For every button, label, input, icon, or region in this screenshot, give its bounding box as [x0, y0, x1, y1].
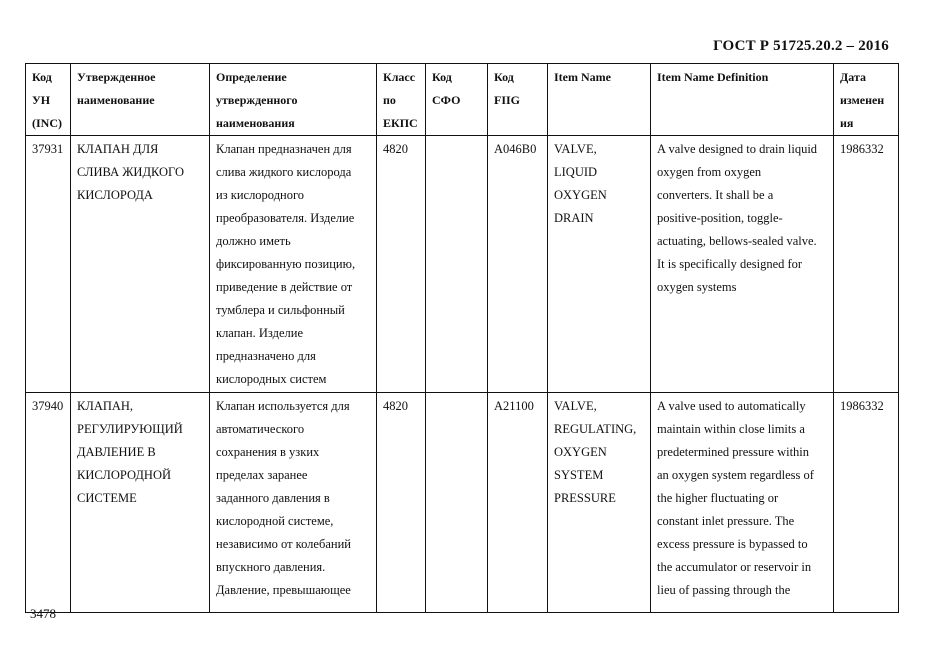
table-row [26, 136, 899, 393]
cell-line: REGULATING, [554, 422, 637, 436]
cell-line: the accumulator or reservoir in [657, 560, 812, 574]
cell-line: предназначено для [216, 349, 316, 363]
catalog-table [25, 63, 899, 613]
cell-line: кислородных систем [216, 372, 327, 386]
cell-line: должно иметь [216, 234, 291, 248]
header-line: Item Name Definition [657, 70, 769, 84]
class-cell: 4820 [377, 136, 426, 393]
cell-line: автоматического [216, 422, 305, 436]
item-definition-cell [651, 393, 834, 613]
cell-line: СЛИВА ЖИДКОГО [77, 165, 184, 179]
item-name-cell [548, 136, 651, 393]
cell-line: maintain within close limits a [657, 422, 805, 436]
cell-line: СИСТЕМЕ [77, 491, 137, 505]
cell-line: фиксированную позицию, [216, 257, 356, 271]
header-line: изменен [840, 93, 885, 107]
cell-line: the higher fluctuating or [657, 491, 779, 505]
table-row [26, 393, 899, 613]
cell-line: КИСЛОРОДНОЙ [77, 468, 172, 482]
item-name-header [548, 64, 651, 136]
cell-line: Клапан используется для [216, 399, 350, 413]
header-line: наименование [77, 93, 155, 107]
cell-line: PRESSURE [554, 491, 616, 505]
cell-line: клапан. Изделие [216, 326, 303, 340]
item-definition-cell [651, 136, 834, 393]
cell-line: КИСЛОРОДА [77, 188, 153, 202]
cell-line: КЛАПАН, [77, 399, 134, 413]
cell-line: oxygen from oxygen [657, 165, 762, 179]
cell-line: КЛАПАН ДЛЯ [77, 142, 159, 156]
header-line: Утвержденное [77, 70, 156, 84]
cell-line: VALVE, [554, 142, 597, 156]
date-header [834, 64, 899, 136]
header-line: Определение [216, 70, 287, 84]
sfo-cell [426, 393, 488, 613]
header-row [26, 64, 899, 136]
cell-line: SYSTEM [554, 468, 604, 482]
cell-line: сохранения в узких [216, 445, 320, 459]
cell-line: РЕГУЛИРУЮЩИЙ [77, 422, 183, 436]
cell-line: приведение в действие от [216, 280, 353, 294]
cell-line: constant inlet pressure. The [657, 514, 795, 528]
class-cell: 4820 [377, 393, 426, 613]
header-line: ия [840, 116, 854, 130]
date-cell: 1986332 [834, 136, 899, 393]
cell-line: OXYGEN [554, 188, 607, 202]
cell-line: an oxygen system regardless of [657, 468, 814, 482]
header-line: утвержденного [216, 93, 298, 107]
name-ru-cell [71, 393, 210, 613]
definition-ru-cell [210, 136, 377, 393]
sfo-header [426, 64, 488, 136]
header-line: СФО [432, 93, 461, 107]
header-line: Дата [840, 70, 866, 84]
definition-ru-cell [210, 393, 377, 613]
header-line: Код [494, 70, 514, 84]
sfo-cell [426, 136, 488, 393]
header-line: по [383, 93, 396, 107]
definition-ru-header [210, 64, 377, 136]
fiig-cell: A21100 [488, 393, 548, 613]
date-cell: 1986332 [834, 393, 899, 613]
cell-line: converters. It shall be a [657, 188, 774, 202]
cell-line: слива жидкого кислорода [216, 165, 352, 179]
item-definition-header [651, 64, 834, 136]
inc-cell: 37940 [26, 393, 71, 613]
header-line: наименования [216, 116, 295, 130]
cell-line: A valve used to automatically [657, 399, 806, 413]
cell-line: oxygen systems [657, 280, 737, 294]
cell-line: заданного давления в [216, 491, 330, 505]
header-line: Код [432, 70, 452, 84]
cell-line: впускного давления. [216, 560, 326, 574]
cell-line: независимо от колебаний [216, 537, 351, 551]
cell-line: excess pressure is bypassed to [657, 537, 808, 551]
inc-header [26, 64, 71, 136]
cell-line: lieu of passing through the [657, 583, 791, 597]
cell-line: LIQUID [554, 165, 598, 179]
fiig-header [488, 64, 548, 136]
cell-line: ДАВЛЕНИЕ В [77, 445, 156, 459]
cell-line: преобразователя. Изделие [216, 211, 355, 225]
cell-line: Давление, превышающее [216, 583, 351, 597]
header-line: Item Name [554, 70, 611, 84]
header-line: ЕКПС [383, 116, 418, 130]
cell-line: predetermined pressure within [657, 445, 810, 459]
header-line: Код [32, 70, 52, 84]
cell-line: VALVE, [554, 399, 597, 413]
class-header [377, 64, 426, 136]
cell-line: пределах заранее [216, 468, 308, 482]
header-line: УН [32, 93, 51, 107]
name-ru-header [71, 64, 210, 136]
cell-line: Клапан предназначен для [216, 142, 352, 156]
document-code: ГОСТ Р 51725.20.2 – 2016 [713, 38, 889, 54]
page-number: 3478 [30, 606, 56, 621]
header-line: FIIG [494, 93, 521, 107]
fiig-cell: A046B0 [488, 136, 548, 393]
cell-line: A valve designed to drain liquid [657, 142, 818, 156]
name-ru-cell [71, 136, 210, 393]
header-line: Класс [383, 70, 416, 84]
cell-line: It is specifically designed for [657, 257, 803, 271]
inc-cell: 37931 [26, 136, 71, 393]
cell-line: кислородной системе, [216, 514, 334, 528]
cell-line: DRAIN [554, 211, 594, 225]
cell-line: тумблера и сильфонный [216, 303, 345, 317]
cell-line: OXYGEN [554, 445, 607, 459]
item-name-cell [548, 393, 651, 613]
header-line: (INC) [32, 116, 62, 130]
cell-line: positive-position, toggle- [657, 211, 783, 225]
cell-line: actuating, bellows-sealed valve. [657, 234, 817, 248]
cell-line: из кислородного [216, 188, 305, 202]
